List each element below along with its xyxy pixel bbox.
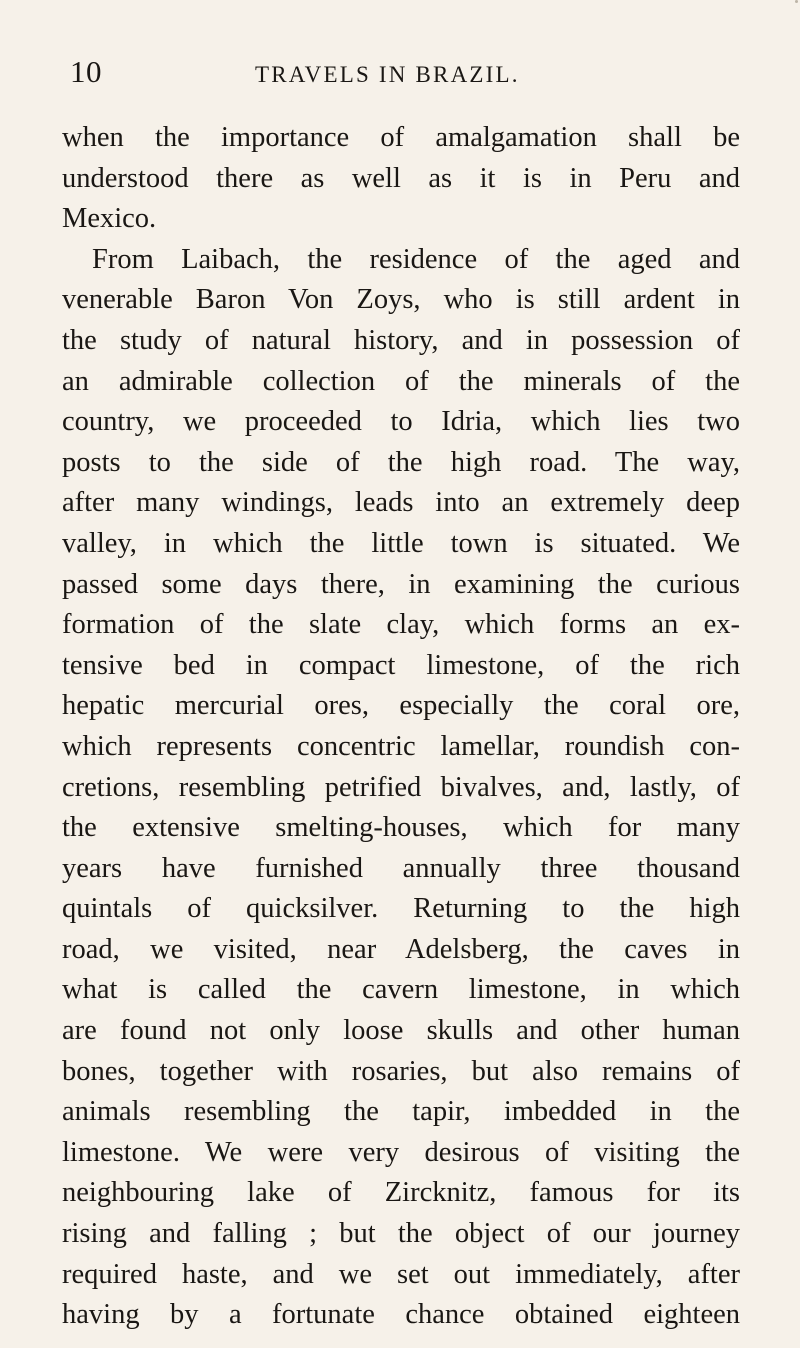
- text-line: formation of the slate clay, which forms an ex-: [62, 609, 740, 641]
- text-line: an admirable collection of the minerals of the: [62, 365, 740, 397]
- text-line: years have furnished annually three thousand: [62, 852, 740, 884]
- text-line: having by a fortunate chance obtained eighteen: [62, 1299, 740, 1331]
- text-line: neighbouring lake of Zircknitz, famous for its: [62, 1177, 740, 1209]
- text-line: road, we visited, near Adelsberg, the caves in: [62, 933, 740, 965]
- text-line: cretions, resembling petrified bivalves, and, lastly, of: [62, 771, 740, 803]
- text-line: what is called the cavern limestone, in which: [62, 974, 740, 1006]
- text-line: limestone. We were very desirous of visiting the: [62, 1136, 740, 1168]
- text-line: tensive bed in compact limestone, of the rich: [62, 649, 740, 681]
- body-text: [62, 118, 740, 1336]
- text-line: hepatic mercurial ores, especially the coral ore,: [62, 690, 740, 722]
- text-line: when the importance of amalgamation shall be: [62, 122, 740, 153]
- text-line: which represents concentric lamellar, roundish con-: [62, 730, 740, 762]
- text-line: valley, in which the little town is situated. We: [62, 527, 740, 559]
- text-line: venerable Baron Von Zoys, who is still ardent in: [62, 284, 740, 316]
- text-line: rising and falling ; but the object of our journey: [62, 1218, 740, 1250]
- text-line: posts to the side of the high road. The way,: [62, 446, 740, 478]
- text-line: quintals of quicksilver. Returning to the high: [62, 893, 740, 925]
- text-line: From Laibach, the residence of the aged and: [92, 243, 740, 275]
- text-line: the study of natural history, and in possession of: [62, 324, 740, 356]
- text-line: Mexico.: [62, 203, 157, 235]
- text-line: understood there as well as it is in Peru and: [62, 162, 740, 194]
- page-number: 10: [70, 54, 102, 89]
- text-line: passed some days there, in examining the curious: [62, 568, 740, 600]
- text-line: after many windings, leads into an extremely deep: [62, 487, 740, 519]
- text-line: bones, together with rosaries, but also remains of: [62, 1055, 740, 1087]
- text-line: animals resembling the tapir, imbedded in the: [62, 1096, 740, 1128]
- text-line: country, we proceeded to Idria, which lies two: [62, 406, 740, 438]
- text-line: are found not only loose skulls and other human: [62, 1015, 740, 1047]
- text-line: required haste, and we set out immediately, after: [62, 1258, 740, 1290]
- text-line: the extensive smelting-houses, which for many: [62, 812, 740, 844]
- paper-speck: [795, 0, 798, 3]
- running-title: TRAVELS IN BRAZIL.: [255, 62, 520, 87]
